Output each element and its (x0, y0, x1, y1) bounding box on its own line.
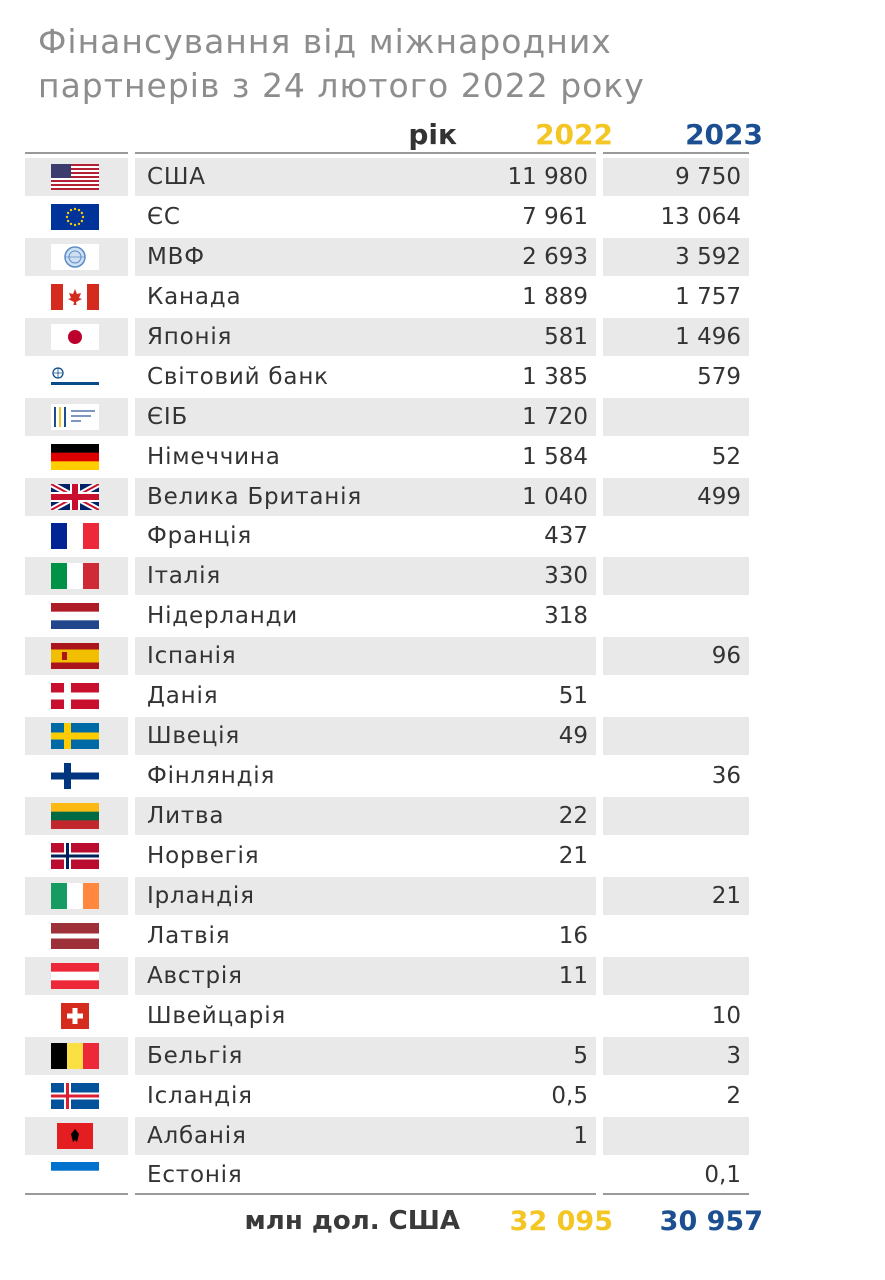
partner-name-cell (135, 997, 471, 1035)
value-2022-cell (452, 358, 596, 396)
austria-flag-icon (51, 963, 99, 989)
albania-flag-icon (51, 1123, 99, 1149)
table-row (25, 158, 749, 196)
value-2023-cell (603, 597, 749, 635)
partner-name: ЄІБ (147, 403, 189, 430)
value-2023-cell (603, 837, 749, 875)
partner-name-cell (135, 957, 471, 995)
table-row (25, 597, 749, 635)
japan-flag-icon (51, 324, 99, 350)
partner-name: Литва (147, 803, 225, 829)
value-2022: 1 584 (522, 443, 588, 470)
value-2022-cell (452, 517, 596, 555)
value-2023-cell (603, 1117, 749, 1155)
table-header (25, 112, 763, 156)
sweden-flag-icon (51, 723, 99, 749)
table-row (25, 478, 749, 516)
title-line-1: Фінансування від міжнародних (38, 22, 612, 61)
table-row (25, 677, 749, 715)
value-2023-cell (603, 1077, 749, 1115)
france-flag-icon (51, 523, 99, 549)
value-2022-cell (452, 997, 596, 1035)
header-divider (135, 152, 471, 154)
flag-cell (25, 1037, 128, 1075)
partner-name-cell (135, 717, 471, 755)
value-2022: 1 385 (522, 363, 588, 390)
value-2022-cell (452, 1077, 596, 1115)
belgium-flag-icon (51, 1043, 99, 1069)
partner-name-cell (135, 557, 471, 595)
partner-name-cell (135, 1037, 471, 1075)
partner-name: Іспанія (147, 643, 237, 670)
partner-name-cell (135, 358, 471, 396)
value-2023-cell (603, 278, 749, 316)
table-row (25, 797, 749, 835)
flag-cell (25, 198, 128, 236)
table-row (25, 1117, 749, 1155)
flag-cell (25, 238, 128, 276)
flag-cell (25, 637, 128, 675)
value-2023-cell (603, 1037, 749, 1075)
flag-cell (25, 358, 128, 396)
table-footer (25, 1200, 763, 1244)
table-row (25, 917, 749, 955)
flag-cell (25, 797, 128, 835)
partner-name-cell (135, 597, 471, 635)
value-2022-cell (452, 917, 596, 955)
partner-name-cell (135, 1156, 471, 1194)
partner-name-cell (135, 438, 471, 476)
value-2022-cell (452, 597, 596, 635)
flag-cell (25, 837, 128, 875)
partner-name-cell (135, 238, 471, 276)
value-2022: 22 (558, 803, 588, 829)
value-2023-cell (603, 358, 749, 396)
value-2022: 318 (544, 603, 588, 630)
value-2023-cell (603, 557, 749, 595)
value-2022: 11 980 (507, 164, 588, 190)
flag-cell (25, 557, 128, 595)
table-row (25, 757, 749, 795)
value-2022-cell (452, 158, 596, 196)
footer-divider (25, 1193, 749, 1195)
partner-name: Албанія (147, 1122, 247, 1149)
table-row (25, 1037, 749, 1075)
value-2023-cell (603, 917, 749, 955)
flag-cell (25, 957, 128, 995)
partner-name: Латвія (147, 922, 231, 949)
switzerland-flag-icon (51, 1003, 99, 1029)
lithuania-flag-icon (51, 803, 99, 829)
table-row (25, 1077, 749, 1115)
value-2022-cell (452, 957, 596, 995)
year-2023-header: 2023 (685, 118, 763, 151)
value-2022-cell (452, 837, 596, 875)
value-2023: 1 496 (675, 323, 741, 350)
partner-name: США (147, 164, 206, 190)
uk-flag-icon (51, 484, 99, 510)
title-line-2: партнерів з 24 лютого 2022 року (38, 66, 645, 105)
partner-name-cell (135, 158, 471, 196)
value-2022-cell (452, 637, 596, 675)
iceland-flag-icon (51, 1083, 99, 1109)
value-2023-cell (603, 637, 749, 675)
value-2023-cell (603, 398, 749, 436)
header-divider (25, 152, 128, 154)
partner-name: МВФ (147, 243, 205, 270)
value-2023: 9 750 (675, 164, 741, 190)
value-2022: 51 (558, 683, 588, 710)
table-row (25, 997, 749, 1035)
value-2023: 36 (711, 763, 741, 790)
value-2022-cell (452, 757, 596, 795)
value-2022-cell (452, 1117, 596, 1155)
flag-cell (25, 757, 128, 795)
italy-flag-icon (51, 563, 99, 589)
value-2022: 581 (544, 323, 588, 350)
table-row (25, 717, 749, 755)
table-row (25, 358, 749, 396)
flag-cell (25, 997, 128, 1035)
netherlands-flag-icon (51, 603, 99, 629)
total-2023: 30 957 (659, 1206, 763, 1237)
value-2023-cell (603, 957, 749, 995)
value-2022: 437 (544, 523, 588, 550)
partner-name-cell (135, 757, 471, 795)
value-2023-cell (603, 717, 749, 755)
value-2023-cell (603, 997, 749, 1035)
partner-name: Велика Британія (147, 483, 362, 510)
value-2023-cell (603, 238, 749, 276)
value-2022-cell (452, 1156, 596, 1194)
flag-cell (25, 517, 128, 555)
table-row (25, 517, 749, 555)
value-2022-cell (452, 278, 596, 316)
value-2023: 52 (711, 443, 741, 470)
value-2023-cell (603, 318, 749, 356)
partner-name: Японія (147, 323, 233, 350)
finland-flag-icon (51, 763, 99, 789)
table-row (25, 557, 749, 595)
partner-name: Франція (147, 523, 253, 550)
table-row (25, 438, 749, 476)
year-2022-header: 2022 (535, 118, 613, 151)
value-2022: 21 (558, 842, 588, 869)
partner-name-cell (135, 797, 471, 835)
flag-cell (25, 677, 128, 715)
flag-cell (25, 278, 128, 316)
partner-name: Норвегія (147, 842, 260, 869)
header-divider (452, 152, 596, 154)
partner-name-cell (135, 837, 471, 875)
year-label: рік (408, 118, 457, 151)
partner-name: Швеція (147, 723, 240, 750)
flag-cell (25, 478, 128, 516)
flag-cell (25, 877, 128, 915)
page-title (38, 20, 858, 108)
partner-name-cell (135, 318, 471, 356)
value-2023-cell (603, 1156, 749, 1194)
value-2023: 96 (711, 643, 741, 670)
header-divider (603, 152, 749, 154)
table-row (25, 398, 749, 436)
partner-name: Австрія (147, 962, 243, 989)
value-2023-cell (603, 158, 749, 196)
value-2023: 3 592 (675, 243, 741, 270)
partner-name-cell (135, 398, 471, 436)
value-2022: 0,5 (551, 1082, 588, 1109)
partner-name: Естонія (147, 1162, 243, 1189)
value-2022-cell (452, 717, 596, 755)
partner-name: Нідерланди (147, 603, 299, 630)
table-row (25, 238, 749, 276)
partner-name-cell (135, 677, 471, 715)
partner-name-cell (135, 1117, 471, 1155)
value-2022-cell (452, 478, 596, 516)
value-2022: 1 (573, 1122, 588, 1149)
value-2022-cell (452, 797, 596, 835)
value-2023-cell (603, 797, 749, 835)
flag-cell (25, 597, 128, 635)
table-row (25, 957, 749, 995)
value-2022: 7 961 (522, 203, 588, 230)
flag-cell (25, 398, 128, 436)
ireland-flag-icon (51, 883, 99, 909)
table-row (25, 637, 749, 675)
spain-flag-icon (51, 643, 99, 669)
value-2022: 5 (573, 1042, 588, 1069)
world-bank-logo-icon (51, 364, 99, 390)
denmark-flag-icon (51, 683, 99, 709)
value-2022-cell (452, 318, 596, 356)
value-2023-cell (603, 478, 749, 516)
flag-cell (25, 1117, 128, 1155)
usa-flag-icon (51, 164, 99, 190)
partner-name-cell (135, 1077, 471, 1115)
partner-name: ЄС (147, 203, 181, 230)
canada-flag-icon (51, 284, 99, 310)
flag-cell (25, 1077, 128, 1115)
value-2022: 11 (558, 962, 588, 989)
flag-cell (25, 917, 128, 955)
funding-table (25, 158, 749, 1196)
table-row (25, 837, 749, 875)
value-2022-cell (452, 198, 596, 236)
flag-cell (25, 438, 128, 476)
norway-flag-icon (51, 843, 99, 869)
value-2022-cell (452, 438, 596, 476)
value-2022: 1 889 (522, 283, 588, 310)
value-2022: 49 (558, 723, 588, 750)
table-row (25, 278, 749, 316)
value-2023: 499 (697, 483, 741, 510)
value-2023: 2 (726, 1082, 741, 1109)
value-2023: 10 (711, 1002, 741, 1029)
value-2022-cell (452, 877, 596, 915)
partner-name-cell (135, 917, 471, 955)
partner-name-cell (135, 478, 471, 516)
imf-logo-icon (51, 244, 99, 270)
value-2023-cell (603, 677, 749, 715)
estonia-flag-icon (51, 1162, 99, 1188)
partner-name: Ірландія (147, 882, 255, 909)
value-2023-cell (603, 198, 749, 236)
partner-name-cell (135, 278, 471, 316)
value-2022-cell (452, 238, 596, 276)
value-2022: 330 (544, 563, 588, 590)
latvia-flag-icon (51, 923, 99, 949)
value-2023-cell (603, 757, 749, 795)
value-2023: 13 064 (660, 203, 741, 230)
partner-name: Італія (147, 563, 222, 590)
value-2022-cell (452, 1037, 596, 1075)
partner-name: Фінляндія (147, 763, 276, 790)
partner-name-cell (135, 517, 471, 555)
value-2023-cell (603, 877, 749, 915)
partner-name: Ісландія (147, 1082, 253, 1109)
table-row (25, 318, 749, 356)
flag-cell (25, 158, 128, 196)
value-2023: 579 (697, 363, 741, 390)
partner-name: Німеччина (147, 443, 281, 470)
table-row (25, 1156, 749, 1194)
table-row (25, 198, 749, 236)
value-2022-cell (452, 677, 596, 715)
partner-name: Данія (147, 683, 219, 710)
partner-name: Світовий банк (147, 363, 329, 390)
partner-name: Канада (147, 283, 242, 310)
value-2022: 1 040 (522, 483, 588, 510)
flag-cell (25, 717, 128, 755)
eib-logo-icon (51, 404, 99, 430)
partner-name-cell (135, 877, 471, 915)
value-2022: 1 720 (522, 403, 588, 430)
value-2023: 3 (726, 1042, 741, 1069)
unit-label: млн дол. США (244, 1206, 460, 1236)
eu-flag-icon (51, 204, 99, 230)
value-2022: 16 (558, 922, 588, 949)
value-2022-cell (452, 557, 596, 595)
value-2023: 21 (711, 882, 741, 909)
flag-cell (25, 1156, 128, 1194)
value-2023-cell (603, 438, 749, 476)
value-2023: 1 757 (675, 283, 741, 310)
value-2023-cell (603, 517, 749, 555)
value-2022: 2 693 (522, 243, 588, 270)
total-2022: 32 095 (509, 1206, 613, 1237)
table-row (25, 877, 749, 915)
partner-name: Швейцарія (147, 1002, 287, 1029)
value-2023: 0,1 (704, 1162, 741, 1189)
value-2022-cell (452, 398, 596, 436)
partner-name-cell (135, 198, 471, 236)
flag-cell (25, 318, 128, 356)
partner-name: Бельгія (147, 1042, 244, 1069)
germany-flag-icon (51, 444, 99, 470)
partner-name-cell (135, 637, 471, 675)
